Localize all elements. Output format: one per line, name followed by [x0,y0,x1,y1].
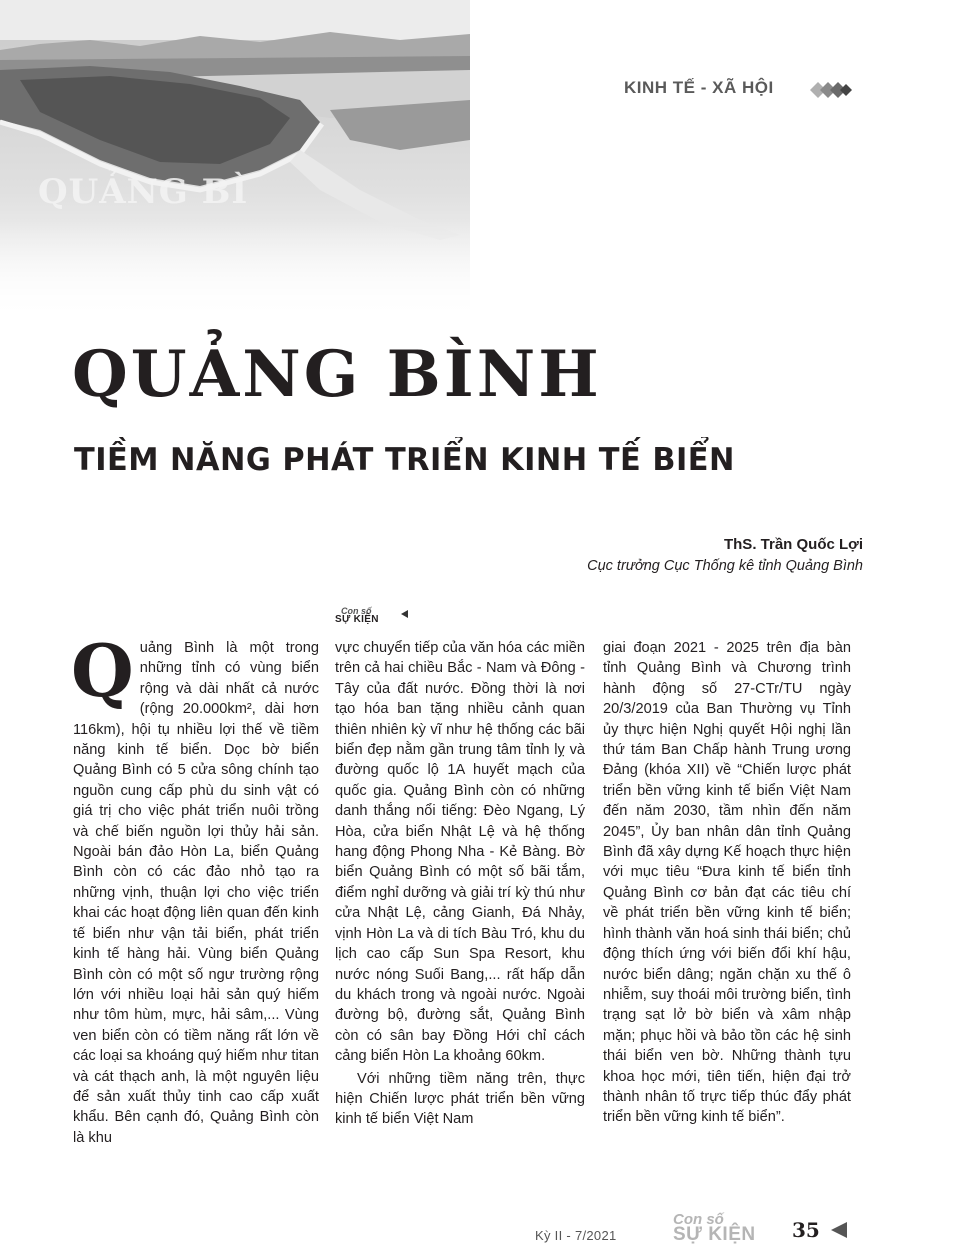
page-number: 35 [792,1218,820,1242]
col1-text: uảng Bình là một trong những tỉnh có vùng biển rộng và dài nhất cả nước (rộng 20.000km², dài hơn 116km), hội tụ nhiều lợi thế về tiềm năng kinh tế biển. Dọc bờ biển Quảng Bình có 5 cửa sông chính tạo nguồn cung cấp phù du sinh vật có giá trị cho việc phát triển nuôi trồng và chế biến nguồn lợi thủy hải sản. Ngoài bán đảo Hòn La, biển Quảng Bình còn có các đảo nhỏ tạo ra những vịnh, thuận lợi cho việc triển khai các hoạt động liên quan đến kinh tế biển như vận tải biển, phát triển kinh tế hàng hải. Vùng biển Quảng Bình còn có một số ngư trường rộng lớn với nhiều loại hải sản quý hiếm như tôm hùm, mực, hải sâm,... Vùng ven biển còn có tiềm năng rất lớn về các loại sa khoáng quý hiếm như titan và cát thạch anh, là một nguyên liệu để sản xuất thủy tinh cao cấp xuất khẩu. Bên cạnh đó, Quảng Bình còn là khu [73,640,319,1146]
paragraph: giai đoạn 2021 - 2025 trên địa bàn tỉnh Quảng Bình và Chương trình hành động số 27-CTr/TU ngày 20/3/2019 của Ban Thường vụ Tỉnh ủy thực hiện Nghị quyết Hội nghị lần thứ tám Ban Chấp hành Trung ương Đảng (khóa XII) về “Chiến lược phát triển bền vững kinh tế biển Việt Nam đến năm 2030, tầm nhìn đến năm 2045”, Ủy ban nhân dân tỉnh Quảng Bình đã xây dựng Kế hoạch thực hiện với mục tiêu “Đưa kinh tế biển tỉnh Quảng Bình cơ bản đạt các tiêu chí về phát triển bền vững kinh tế biển; hình thành văn hoá sinh thái biển; chủ động thích ứng với biến đổi khí hậu, nước biển dâng; ngăn chặn xu thế ô nhiễm, suy thoái môi trường biển, tình trạng sạt lở bờ biển và xâm nhập mặn; phục hồi và bảo tồn các hệ sinh thái biển ven bờ. Những thành tựu khoa học mới, tiên tiến, hiện đại trở thành nhân tố trực tiếp thúc đẩy phát triển bền vững kinh tế biển”. [603,640,851,1126]
coastline-photo [0,0,470,320]
paragraph [71,628,319,1148]
footer-logo-line2: SỰ KIỆN [673,1224,756,1245]
dropcap: Q [71,628,134,713]
page-arrow-icon [831,1222,847,1238]
article-subtitle: TIỀM NĂNG PHÁT TRIỂN KINH TẾ BIỂN [74,442,735,478]
body-column-3 [603,638,851,1128]
author-name: ThS. Trần Quốc Lợi [723,536,863,553]
author-role: Cục trưởng Cục Thống kê tỉnh Quảng Bình [587,558,863,574]
footer-logo-line1: Con số [673,1211,724,1228]
diamonds-icon [806,74,854,106]
body-column-2 [335,638,585,1130]
photo-caption: QUẢNG BÌ [38,172,249,212]
footer-logo [673,1211,783,1247]
paragraph: vực chuyển tiếp của văn hóa các miền trên cả hai chiều Bắc - Nam và Đông - Tây của đất nước. Đồng thời là nơi tạo hóa ban tặng nhiều cảnh quan thiên nhiên kỳ vĩ như hệ thống các bãi biển đẹp nằm gần trung tâm tỉnh lỵ và đường quốc lộ 1A huyết mạch của quốc gia. Quảng Bình còn có những danh thắng nổi tiếng: Đèo Ngang, Lý Hòa, cửa biển Nhật Lệ và hệ thống hang động Phong Nha - Kẻ Bàng. Bờ biển Quảng Bình có một số bãi tắm, điểm nghỉ dưỡng và giải trí kỳ thú như cửa Nhật Lệ, cảng Gianh, Đá Nhảy, vịnh Hòn La và di tích Bàu Tró, khu du lịch cao cấp Sun Spa Resort, khu nước nóng Suối Bang,... rất hấp dẫn du khách trong và ngoài nước. Ngoài đường bộ, đường sắt, Quảng Bình còn có sân bay Đồng Hới chỉ cách cảng biển Hòn La khoảng 60km. [335,640,585,1065]
issue-label: Kỳ II - 7/2021 [535,1228,617,1243]
logo-line1: Con số [341,606,372,616]
section-label: KINH TẾ - XÃ HỘI [624,78,774,97]
paragraph: Với những tiềm năng trên, thực hiện Chiến lược phát triển bền vững kinh tế biển Việt Nam [335,1070,585,1128]
article-title: QUẢNG BÌNH [72,337,602,412]
logo-arrow-icon [401,610,408,618]
body-column-1 [71,628,319,1148]
header-photo [0,0,470,320]
logo-line2: SỰ KIỆN [335,614,379,625]
magazine-logo [335,606,415,626]
